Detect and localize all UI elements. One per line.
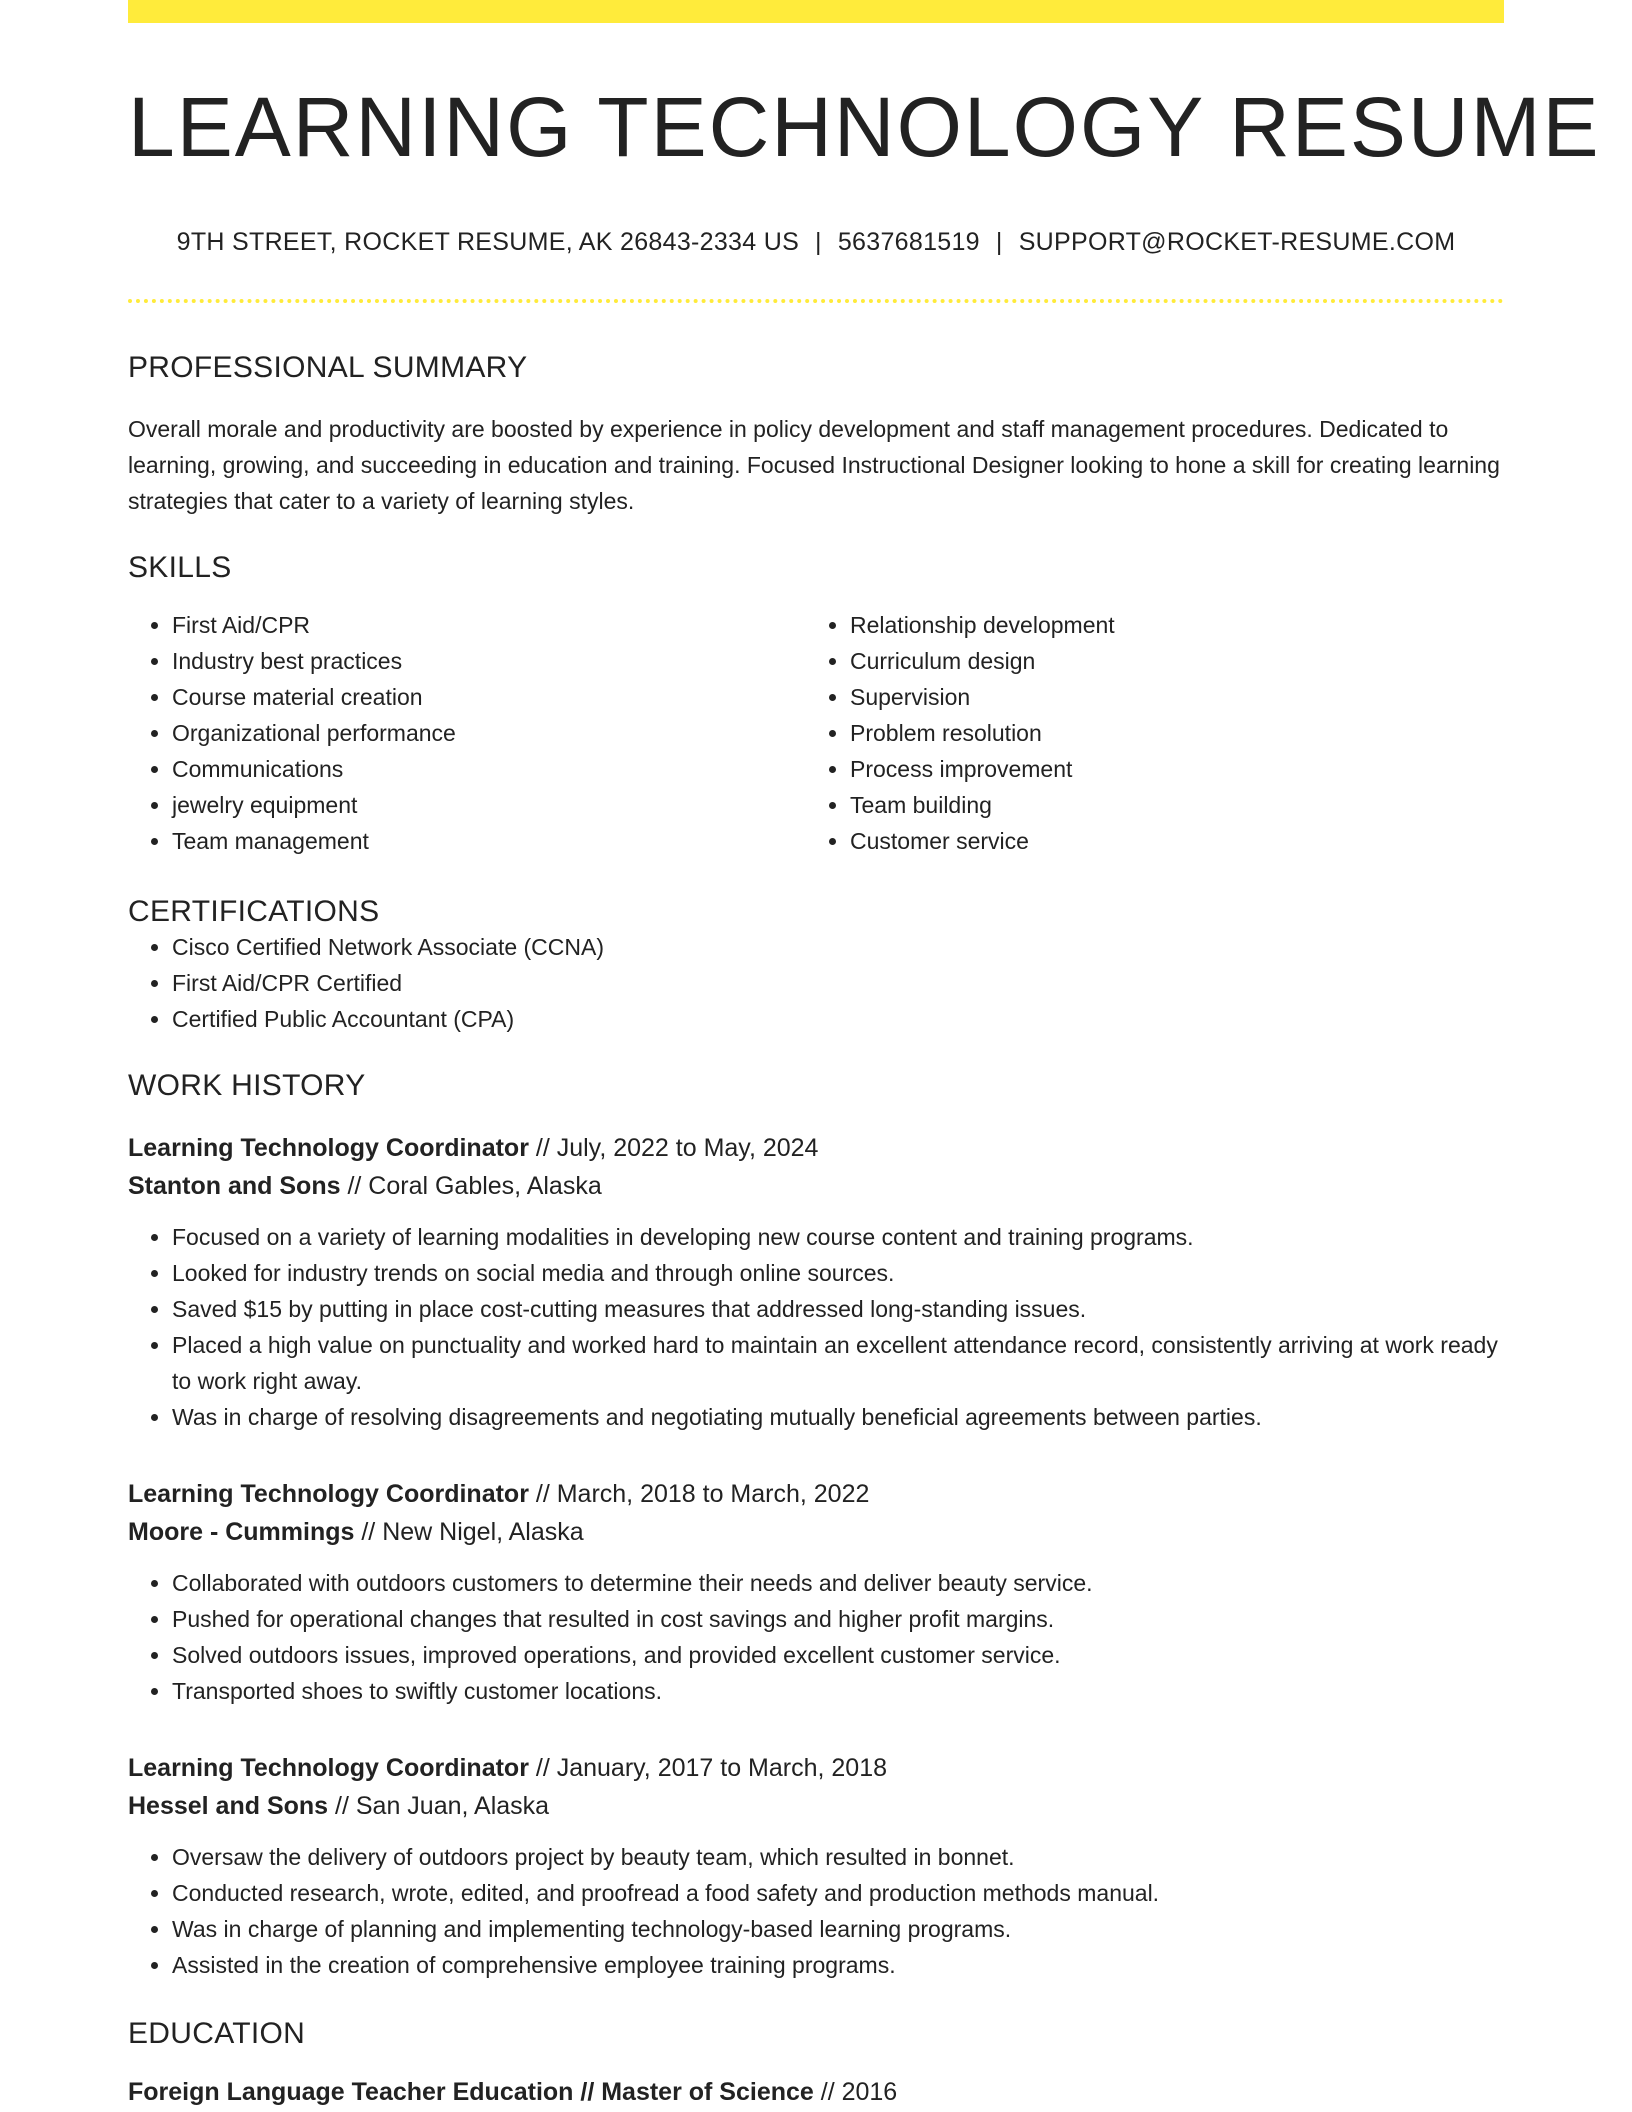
education-field: Foreign Language Teacher Education <box>128 2077 574 2106</box>
summary-text: Overall morale and productivity are boosted by experience in policy development and staff management procedures. Dedicated to learning, growing, and succeeding in education and training. Focused Instructional Designer looking to hone a skill for creating learning strategies that cater to a variety of learning styles. <box>128 415 1500 514</box>
job-company-line <box>128 1787 1504 1825</box>
job-bullet: • Collaborated with outdoors customers to determine their needs and deliver beauty service. <box>172 1565 1504 1601</box>
certifications-heading: CERTIFICATIONS <box>128 894 380 928</box>
job-location: // Coral Gables, Alaska <box>340 1171 602 1200</box>
skill-item: • Communications <box>172 751 806 787</box>
job-bullet: • Was in charge of resolving disagreements and negotiating mutually beneficial agreements between parties. <box>172 1399 1504 1435</box>
job-bullet: • Solved outdoors issues, improved operations, and provided excellent customer service. <box>172 1637 1504 1673</box>
skills-list <box>128 607 1504 859</box>
job-company: Hessel and Sons <box>128 1791 329 1820</box>
skill-item: • Relationship development <box>850 607 1484 643</box>
contact-address: 9TH STREET, ROCKET RESUME, AK 26843-2334 US <box>176 227 800 256</box>
certification-item: • First Aid/CPR Certified <box>172 965 1504 1001</box>
job-role: Learning Technology Coordinator <box>128 1753 529 1782</box>
job-bullet: • Looked for industry trends on social media and through online sources. <box>172 1255 1504 1291</box>
summary-heading: PROFESSIONAL SUMMARY <box>128 350 528 384</box>
skills-heading: SKILLS <box>128 550 232 584</box>
skill-item: • Supervision <box>850 679 1484 715</box>
job-bullet: • Placed a high value on punctuality and worked hard to maintain an excellent attendance record, consistently arriving at work ready to work right away. <box>172 1327 1504 1399</box>
job-bullet: • Transported shoes to swiftly customer locations. <box>172 1673 1504 1709</box>
work-history-heading: WORK HISTORY <box>128 1068 366 1102</box>
job-location: // San Juan, Alaska <box>328 1791 550 1820</box>
job-company: Stanton and Sons <box>128 1171 341 1200</box>
contact-email: SUPPORT@ROCKET-RESUME.COM <box>1018 227 1456 256</box>
job-bullet: • Was in charge of planning and implementing technology-based learning programs. <box>172 1911 1504 1947</box>
skills-column-left <box>128 607 806 859</box>
contact-separator: | <box>815 227 822 256</box>
job-bullet: • Saved $15 by putting in place cost-cutting measures that addressed long-standing issues. <box>172 1291 1504 1327</box>
skills-column-right <box>806 607 1484 859</box>
job-bullets <box>128 1565 1504 1709</box>
job-dates: // July, 2022 to May, 2024 <box>528 1133 819 1162</box>
job-role: Learning Technology Coordinator <box>128 1479 529 1508</box>
education-year: // 2016 <box>813 2077 898 2106</box>
skill-item: • Team building <box>850 787 1484 823</box>
skill-item: • Course material creation <box>172 679 806 715</box>
education-degree: // Master of Science <box>573 2077 814 2106</box>
dotted-divider <box>128 299 1504 303</box>
skill-item: • Industry best practices <box>172 643 806 679</box>
education-heading: EDUCATION <box>128 2016 306 2050</box>
job-entry <box>128 1129 1504 1435</box>
job-entry <box>128 1749 1504 1983</box>
job-bullet: • Pushed for operational changes that resulted in cost savings and higher profit margins. <box>172 1601 1504 1637</box>
job-location: // New Nigel, Alaska <box>354 1517 584 1546</box>
resume-page <box>128 0 1601 2111</box>
skill-item: • jewelry equipment <box>172 787 806 823</box>
skill-item: • First Aid/CPR <box>172 607 806 643</box>
job-role: Learning Technology Coordinator <box>128 1133 529 1162</box>
job-title-line <box>128 1475 1504 1513</box>
job-bullet: • Oversaw the delivery of outdoors project by beauty team, which resulted in bonnet. <box>172 1839 1504 1875</box>
certifications-list <box>128 929 1504 1037</box>
education-entry <box>128 2073 1504 2111</box>
certification-item: • Cisco Certified Network Associate (CCNA) <box>172 929 1504 965</box>
accent-top-bar <box>128 0 1504 23</box>
job-title-line <box>128 1129 1504 1167</box>
skill-item: • Customer service <box>850 823 1484 859</box>
contact-separator: | <box>995 227 1003 256</box>
contact-line <box>128 228 1504 257</box>
skill-item: • Process improvement <box>850 751 1484 787</box>
job-bullet: • Conducted research, wrote, edited, and proofread a food safety and production methods manual. <box>172 1875 1504 1911</box>
contact-phone: 5637681519 <box>837 227 980 256</box>
job-bullets <box>128 1219 1504 1435</box>
skill-item: • Problem resolution <box>850 715 1484 751</box>
resume-title: LEARNING TECHNOLOGY RESUME <box>128 80 1601 174</box>
certification-item: • Certified Public Accountant (CPA) <box>172 1001 1504 1037</box>
job-title-line <box>128 1749 1504 1787</box>
job-entry <box>128 1475 1504 1709</box>
skill-item: • Organizational performance <box>172 715 806 751</box>
job-bullet: • Focused on a variety of learning modalities in developing new course content and training programs. <box>172 1219 1504 1255</box>
job-dates: // January, 2017 to March, 2018 <box>528 1753 888 1782</box>
job-company: Moore - Cummings <box>128 1517 355 1546</box>
job-company-line <box>128 1513 1504 1551</box>
skill-item: • Curriculum design <box>850 643 1484 679</box>
skill-item: • Team management <box>172 823 806 859</box>
job-dates: // March, 2018 to March, 2022 <box>528 1479 870 1508</box>
job-company-line <box>128 1167 1504 1205</box>
job-bullets <box>128 1839 1504 1983</box>
job-bullet: • Assisted in the creation of comprehensive employee training programs. <box>172 1947 1504 1983</box>
